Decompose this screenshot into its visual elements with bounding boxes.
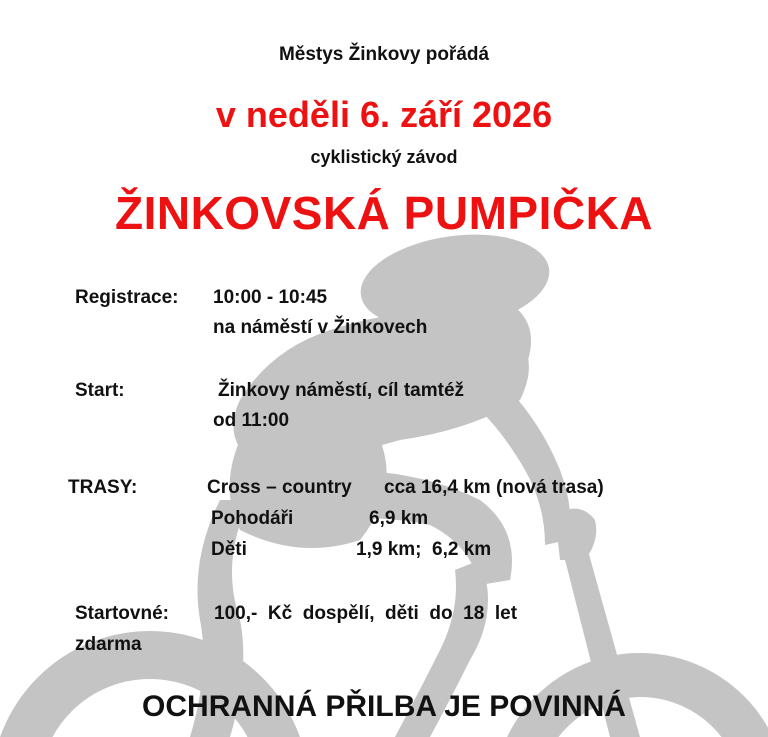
start-time: od 11:00 <box>213 410 290 431</box>
fee-text-continued: zdarma <box>75 634 142 655</box>
route-distance: 6,9 km <box>369 508 429 529</box>
fee-text: 100,- Kč dospělí, děti do 18 let <box>214 603 518 624</box>
registration-place: na náměstí v Žinkovech <box>213 317 428 338</box>
organizer-line: Městys Žinkovy pořádá <box>278 44 490 65</box>
event-date: v neděli 6. září 2026 <box>215 94 553 135</box>
route-distance: cca 16,4 km (nová trasa) <box>384 477 604 498</box>
routes-label: TRASY: <box>68 477 138 498</box>
route-name: Cross – country <box>207 477 352 498</box>
route-distance: 1,9 km; 6,2 km <box>356 539 492 560</box>
fee-label: Startovné: <box>75 603 169 624</box>
event-title: ŽINKOVSKÁ PUMPIČKA <box>114 187 654 239</box>
start-place: Žinkovy náměstí, cíl tamtéž <box>218 380 465 401</box>
registration-label: Registrace: <box>75 287 179 308</box>
route-name: Pohodáři <box>211 508 294 529</box>
start-label: Start: <box>75 380 125 401</box>
route-name: Děti <box>211 539 247 560</box>
event-subtitle: cyklistický závod <box>310 147 458 167</box>
registration-time: 10:00 - 10:45 <box>213 287 328 308</box>
helmet-notice: OCHRANNÁ PŘILBA JE POVINNÁ <box>142 690 626 723</box>
